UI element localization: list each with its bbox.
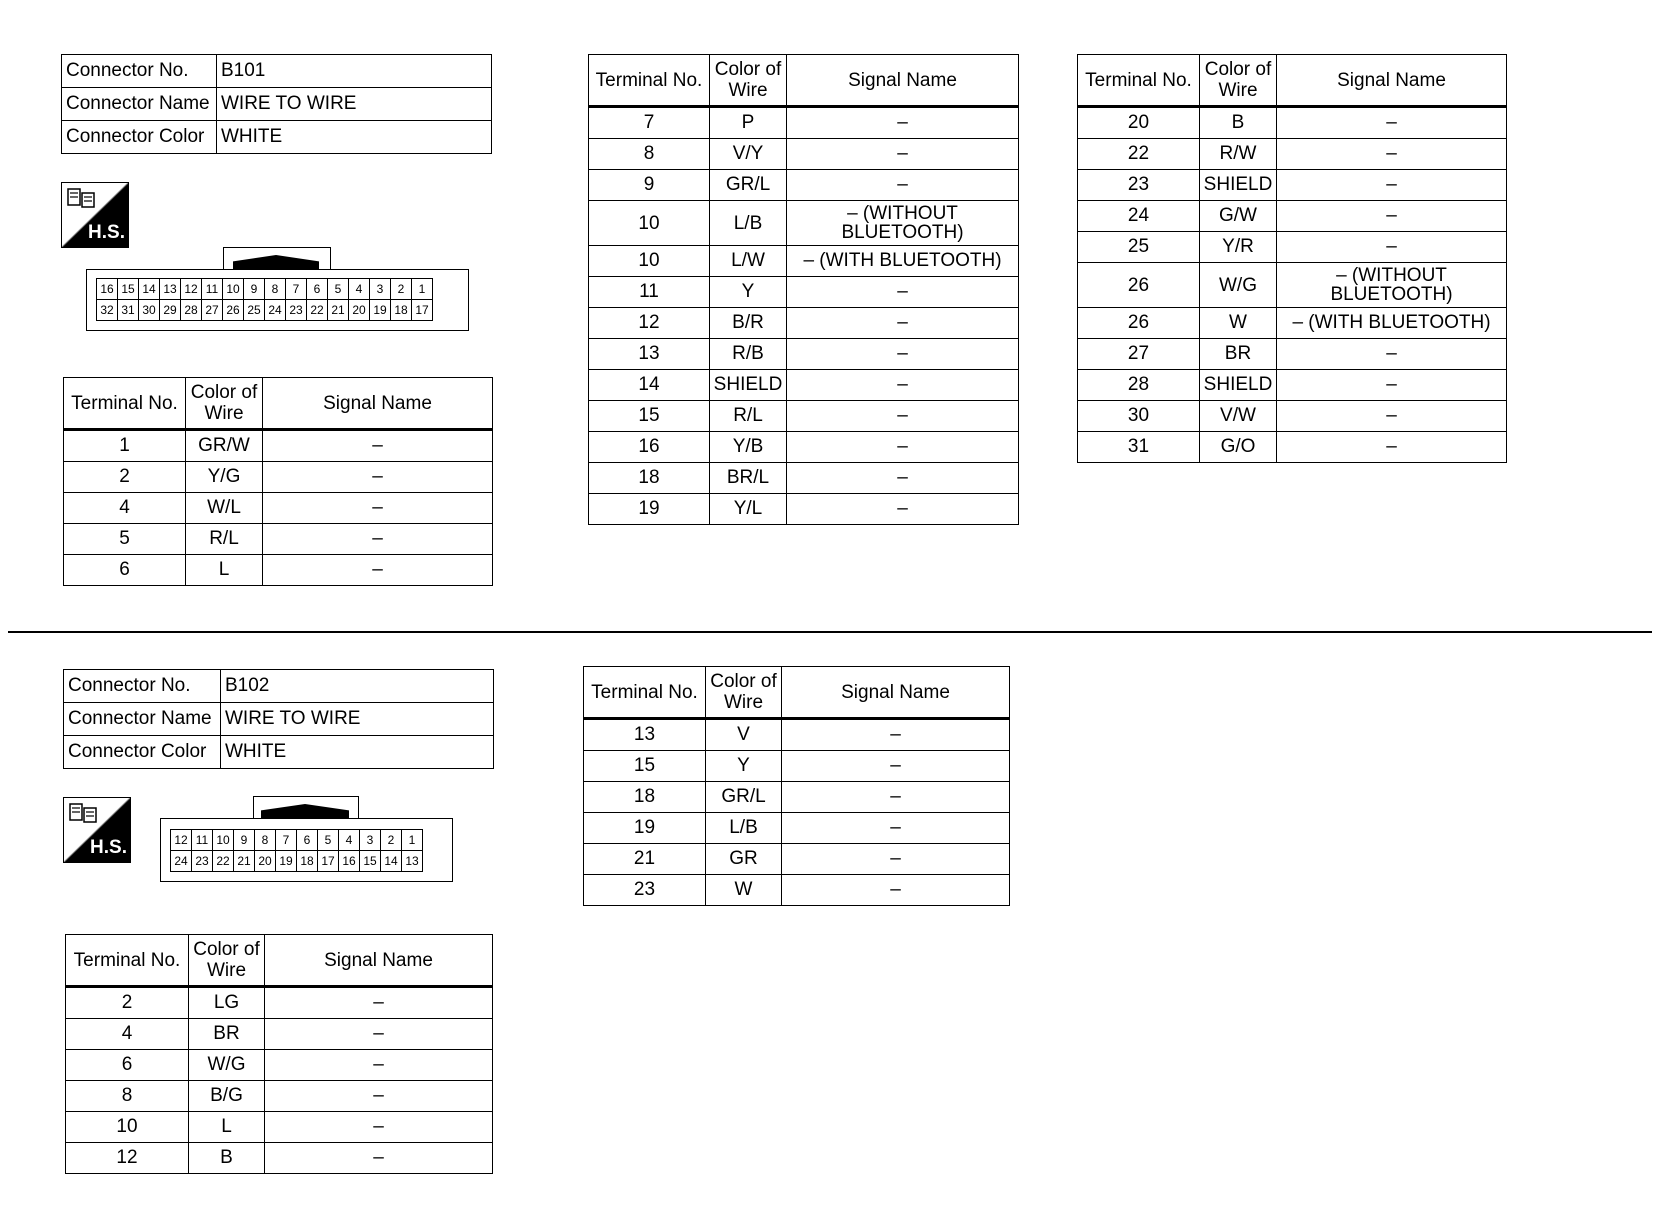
table-row <box>64 524 493 555</box>
header-signal: Signal Name <box>787 55 1019 107</box>
signal-name-cell: – <box>1277 432 1507 463</box>
wire-color-cell: L/W <box>710 246 787 277</box>
wire-color-cell: SHIELD <box>710 370 787 401</box>
wire-color-cell: Y/L <box>710 494 787 525</box>
table-row <box>1078 201 1507 232</box>
pin-cell: 24 <box>265 300 286 321</box>
terminal-cell: 26 <box>1078 308 1200 339</box>
signal-name-cell: – <box>782 751 1010 782</box>
signal-name-cell: – <box>787 277 1019 308</box>
signal-name-cell: – <box>263 462 493 493</box>
wire-color-cell: SHIELD <box>1200 170 1277 201</box>
signal-name-cell: – <box>782 719 1010 751</box>
wire-color-cell: Y/B <box>710 432 787 463</box>
table-row <box>66 1143 493 1174</box>
table-row <box>584 844 1010 875</box>
signal-name-cell: – (WITH BLUETOOTH) <box>1277 308 1507 339</box>
b101-pin-grid <box>96 278 433 321</box>
pin-cell: 30 <box>139 300 160 321</box>
wire-color-cell: GR/W <box>186 430 263 462</box>
terminal-cell: 8 <box>589 139 710 170</box>
pin-cell: 22 <box>213 851 234 872</box>
b101-connector-diagram <box>86 247 470 331</box>
table-row <box>1078 232 1507 263</box>
pin-cell: 21 <box>328 300 349 321</box>
pin-cell: 31 <box>118 300 139 321</box>
info-value: WIRE TO WIRE <box>221 703 494 736</box>
table-row <box>589 201 1019 246</box>
signal-name-cell: – <box>265 1081 493 1112</box>
signal-name-cell: – <box>787 494 1019 525</box>
wire-color-cell: W/G <box>189 1050 265 1081</box>
table-row <box>66 1112 493 1143</box>
terminal-cell: 31 <box>1078 432 1200 463</box>
header-signal: Signal Name <box>263 378 493 430</box>
terminal-cell: 12 <box>589 308 710 339</box>
pin-cell: 7 <box>286 279 307 300</box>
harness-side-icon <box>63 797 131 863</box>
pin-cell: 6 <box>297 830 318 851</box>
b102-terminal-table-1 <box>65 934 493 1174</box>
signal-name-cell: – <box>1277 370 1507 401</box>
table-body <box>589 107 1019 525</box>
b101-terminal-table-1 <box>63 377 493 586</box>
pin-cell: 8 <box>265 279 286 300</box>
table-row <box>66 1081 493 1112</box>
pin-cell: 7 <box>276 830 297 851</box>
signal-name-cell: – <box>1277 107 1507 139</box>
wire-color-cell: B/G <box>189 1081 265 1112</box>
signal-name-cell: – <box>1277 139 1507 170</box>
wire-color-cell: W <box>1200 308 1277 339</box>
wire-color-cell: L/B <box>706 813 782 844</box>
info-label: Connector Color <box>64 736 221 769</box>
signal-name-cell: – <box>787 432 1019 463</box>
terminal-cell: 6 <box>66 1050 189 1081</box>
table-row <box>584 875 1010 906</box>
table-body <box>64 430 493 586</box>
info-label: Connector Name <box>64 703 221 736</box>
table-row <box>589 277 1019 308</box>
table-row <box>584 782 1010 813</box>
table-row <box>584 719 1010 751</box>
signal-name-cell: – <box>1277 232 1507 263</box>
terminal-cell: 22 <box>1078 139 1200 170</box>
table-row <box>589 339 1019 370</box>
pin-cell: 3 <box>360 830 381 851</box>
table-row <box>584 751 1010 782</box>
terminal-cell: 15 <box>584 751 706 782</box>
header-terminal: Terminal No. <box>584 667 706 719</box>
pin-cell: 19 <box>370 300 391 321</box>
pin-cell: 13 <box>402 851 423 872</box>
table-row <box>589 432 1019 463</box>
info-label: Connector No. <box>64 670 221 703</box>
signal-name-cell: – <box>265 1019 493 1050</box>
header-terminal: Terminal No. <box>1078 55 1200 107</box>
signal-name-cell: – <box>787 139 1019 170</box>
pin-cell: 16 <box>97 279 118 300</box>
table-row <box>1078 370 1507 401</box>
info-label: Connector No. <box>62 55 217 88</box>
info-value: WHITE <box>217 121 492 154</box>
terminal-cell: 8 <box>66 1081 189 1112</box>
info-value: WHITE <box>221 736 494 769</box>
table-body <box>584 719 1010 906</box>
wire-color-cell: G/W <box>1200 201 1277 232</box>
info-value: B102 <box>221 670 494 703</box>
table-row <box>1078 263 1507 308</box>
signal-name-cell: – <box>263 524 493 555</box>
info-row-connector-name <box>64 703 494 736</box>
pin-cell: 4 <box>339 830 360 851</box>
header-color: Color of Wire <box>710 55 787 107</box>
signal-name-cell: – <box>265 1143 493 1174</box>
info-row-connector-color <box>62 121 492 154</box>
b102-terminal-table-2 <box>583 666 1010 906</box>
terminal-cell: 16 <box>589 432 710 463</box>
terminal-cell: 19 <box>589 494 710 525</box>
pin-cell: 4 <box>349 279 370 300</box>
signal-name-cell: – <box>1277 401 1507 432</box>
wire-color-cell: Y/R <box>1200 232 1277 263</box>
table-row <box>64 462 493 493</box>
info-row-connector-color <box>64 736 494 769</box>
pin-row-top <box>97 279 433 300</box>
pin-cell: 9 <box>234 830 255 851</box>
pin-cell: 13 <box>160 279 181 300</box>
pin-cell: 10 <box>213 830 234 851</box>
wire-color-cell: BR <box>189 1019 265 1050</box>
info-row-connector-name <box>62 88 492 121</box>
terminal-cell: 1 <box>64 430 186 462</box>
terminal-cell: 6 <box>64 555 186 586</box>
info-value: WIRE TO WIRE <box>217 88 492 121</box>
terminal-cell: 10 <box>589 246 710 277</box>
pin-row-bottom <box>171 851 423 872</box>
header-color: Color of Wire <box>706 667 782 719</box>
terminal-cell: 18 <box>584 782 706 813</box>
signal-name-cell: – <box>265 1050 493 1081</box>
pin-cell: 2 <box>391 279 412 300</box>
signal-name-cell: – <box>787 107 1019 139</box>
table-row <box>64 493 493 524</box>
terminal-cell: 23 <box>1078 170 1200 201</box>
pin-cell: 1 <box>402 830 423 851</box>
terminal-cell: 2 <box>66 987 189 1019</box>
pin-cell: 12 <box>181 279 202 300</box>
pin-cell: 1 <box>412 279 433 300</box>
terminal-cell: 11 <box>589 277 710 308</box>
wire-color-cell: B <box>1200 107 1277 139</box>
hs-label: H.S. <box>88 222 125 243</box>
table-row <box>64 430 493 462</box>
pin-cell: 22 <box>307 300 328 321</box>
signal-name-cell: – <box>787 401 1019 432</box>
wire-color-cell: P <box>710 107 787 139</box>
signal-name-cell: – <box>787 463 1019 494</box>
header-color: Color of Wire <box>186 378 263 430</box>
pin-cell: 20 <box>255 851 276 872</box>
wire-color-cell: Y <box>706 751 782 782</box>
signal-name-cell: – <box>787 370 1019 401</box>
info-row-connector-no <box>62 55 492 88</box>
pin-cell: 12 <box>171 830 192 851</box>
terminal-cell: 25 <box>1078 232 1200 263</box>
terminal-cell: 4 <box>64 493 186 524</box>
terminal-cell: 13 <box>584 719 706 751</box>
terminal-cell: 4 <box>66 1019 189 1050</box>
signal-name-cell: – <box>787 170 1019 201</box>
pin-cell: 21 <box>234 851 255 872</box>
hs-label: H.S. <box>90 837 127 858</box>
pin-cell: 28 <box>181 300 202 321</box>
info-label: Connector Name <box>62 88 217 121</box>
table-row <box>1078 170 1507 201</box>
table-row <box>589 246 1019 277</box>
terminal-cell: 13 <box>589 339 710 370</box>
signal-name-cell: – (WITHOUT BLUETOOTH) <box>787 201 1019 246</box>
pin-cell: 14 <box>381 851 402 872</box>
table-row <box>1078 339 1507 370</box>
header-color: Color of Wire <box>189 935 265 987</box>
header-color: Color of Wire <box>1200 55 1277 107</box>
wire-color-cell: W <box>706 875 782 906</box>
info-label: Connector Color <box>62 121 217 154</box>
table-row <box>589 401 1019 432</box>
pin-cell: 15 <box>118 279 139 300</box>
wire-color-cell: W/L <box>186 493 263 524</box>
wire-color-cell: Y/G <box>186 462 263 493</box>
signal-name-cell: – <box>263 430 493 462</box>
terminal-cell: 18 <box>589 463 710 494</box>
terminal-cell: 24 <box>1078 201 1200 232</box>
terminal-cell: 27 <box>1078 339 1200 370</box>
table-row <box>589 139 1019 170</box>
terminal-cell: 10 <box>66 1112 189 1143</box>
b101-terminal-table-2 <box>588 54 1019 525</box>
pin-cell: 2 <box>381 830 402 851</box>
pin-cell: 16 <box>339 851 360 872</box>
wire-color-cell: G/O <box>1200 432 1277 463</box>
pin-cell: 20 <box>349 300 370 321</box>
signal-name-cell: – <box>1277 201 1507 232</box>
wire-color-cell: W/G <box>1200 263 1277 308</box>
table-row <box>584 813 1010 844</box>
section-divider <box>8 631 1652 633</box>
terminal-cell: 10 <box>589 201 710 246</box>
connector-symbol-icon <box>69 802 99 826</box>
wire-color-cell: BR/L <box>710 463 787 494</box>
signal-name-cell: – <box>782 875 1010 906</box>
wire-color-cell: B/R <box>710 308 787 339</box>
table-row <box>589 370 1019 401</box>
header-terminal: Terminal No. <box>64 378 186 430</box>
wire-color-cell: R/L <box>710 401 787 432</box>
table-row <box>589 170 1019 201</box>
wire-color-cell: R/L <box>186 524 263 555</box>
table-row <box>1078 401 1507 432</box>
table-row <box>1078 139 1507 170</box>
pin-cell: 5 <box>318 830 339 851</box>
b101-terminal-table-3 <box>1077 54 1507 463</box>
wire-color-cell: LG <box>189 987 265 1019</box>
signal-name-cell: – <box>782 844 1010 875</box>
connector-symbol-icon <box>67 187 97 211</box>
wire-color-cell: GR/L <box>710 170 787 201</box>
signal-name-cell: – <box>265 1112 493 1143</box>
signal-name-cell: – <box>787 308 1019 339</box>
b102-info-table <box>63 669 494 769</box>
terminal-cell: 23 <box>584 875 706 906</box>
table-row <box>1078 308 1507 339</box>
signal-name-cell: – <box>265 987 493 1019</box>
header-signal: Signal Name <box>782 667 1010 719</box>
signal-name-cell: – <box>263 555 493 586</box>
terminal-cell: 2 <box>64 462 186 493</box>
wire-color-cell: V/Y <box>710 139 787 170</box>
signal-name-cell: – (WITH BLUETOOTH) <box>787 246 1019 277</box>
wire-color-cell: BR <box>1200 339 1277 370</box>
header-signal: Signal Name <box>265 935 493 987</box>
pin-cell: 18 <box>297 851 318 872</box>
terminal-cell: 15 <box>589 401 710 432</box>
signal-name-cell: – <box>263 493 493 524</box>
wire-color-cell: GR/L <box>706 782 782 813</box>
pin-cell: 8 <box>255 830 276 851</box>
table-row <box>589 463 1019 494</box>
pin-cell: 11 <box>192 830 213 851</box>
table-row <box>64 555 493 586</box>
terminal-cell: 5 <box>64 524 186 555</box>
signal-name-cell: – <box>1277 170 1507 201</box>
wire-color-cell: V <box>706 719 782 751</box>
signal-name-cell: – <box>787 339 1019 370</box>
signal-name-cell: – <box>782 813 1010 844</box>
table-row <box>66 1050 493 1081</box>
table-row <box>589 107 1019 139</box>
table-body <box>66 987 493 1174</box>
terminal-cell: 30 <box>1078 401 1200 432</box>
pin-cell: 24 <box>171 851 192 872</box>
pin-cell: 18 <box>391 300 412 321</box>
table-body <box>1078 107 1507 463</box>
pin-cell: 23 <box>286 300 307 321</box>
pin-cell: 17 <box>412 300 433 321</box>
info-value: B101 <box>217 55 492 88</box>
terminal-cell: 28 <box>1078 370 1200 401</box>
wire-color-cell: L <box>189 1112 265 1143</box>
table-row <box>1078 107 1507 139</box>
terminal-cell: 26 <box>1078 263 1200 308</box>
header-signal: Signal Name <box>1277 55 1507 107</box>
wire-color-cell: V/W <box>1200 401 1277 432</box>
b102-pin-grid <box>170 829 423 872</box>
wire-color-cell: R/B <box>710 339 787 370</box>
wire-color-cell: GR <box>706 844 782 875</box>
wire-color-cell: R/W <box>1200 139 1277 170</box>
header-terminal: Terminal No. <box>589 55 710 107</box>
table-row <box>589 308 1019 339</box>
pin-cell: 3 <box>370 279 391 300</box>
info-row-connector-no <box>64 670 494 703</box>
header-terminal: Terminal No. <box>66 935 189 987</box>
wire-color-cell: Y <box>710 277 787 308</box>
table-row <box>66 987 493 1019</box>
pin-cell: 11 <box>202 279 223 300</box>
pin-cell: 14 <box>139 279 160 300</box>
b101-info-table <box>61 54 492 154</box>
b102-connector-diagram <box>160 796 454 882</box>
signal-name-cell: – <box>782 782 1010 813</box>
wire-color-cell: B <box>189 1143 265 1174</box>
pin-cell: 19 <box>276 851 297 872</box>
terminal-cell: 9 <box>589 170 710 201</box>
wire-color-cell: L <box>186 555 263 586</box>
pin-row-top <box>171 830 423 851</box>
pin-row-bottom <box>97 300 433 321</box>
table-row <box>589 494 1019 525</box>
pin-cell: 9 <box>244 279 265 300</box>
wire-color-cell: L/B <box>710 201 787 246</box>
pin-cell: 26 <box>223 300 244 321</box>
pin-cell: 29 <box>160 300 181 321</box>
pin-cell: 17 <box>318 851 339 872</box>
pin-cell: 6 <box>307 279 328 300</box>
pin-cell: 15 <box>360 851 381 872</box>
wire-color-cell: SHIELD <box>1200 370 1277 401</box>
pin-cell: 25 <box>244 300 265 321</box>
pin-cell: 27 <box>202 300 223 321</box>
harness-side-icon <box>61 182 129 248</box>
signal-name-cell: – <box>1277 339 1507 370</box>
pin-cell: 32 <box>97 300 118 321</box>
terminal-cell: 19 <box>584 813 706 844</box>
terminal-cell: 20 <box>1078 107 1200 139</box>
terminal-cell: 14 <box>589 370 710 401</box>
terminal-cell: 21 <box>584 844 706 875</box>
pin-cell: 5 <box>328 279 349 300</box>
signal-name-cell: – (WITHOUT BLUETOOTH) <box>1277 263 1507 308</box>
terminal-cell: 7 <box>589 107 710 139</box>
pin-cell: 10 <box>223 279 244 300</box>
terminal-cell: 12 <box>66 1143 189 1174</box>
pin-cell: 23 <box>192 851 213 872</box>
table-row <box>66 1019 493 1050</box>
table-row <box>1078 432 1507 463</box>
